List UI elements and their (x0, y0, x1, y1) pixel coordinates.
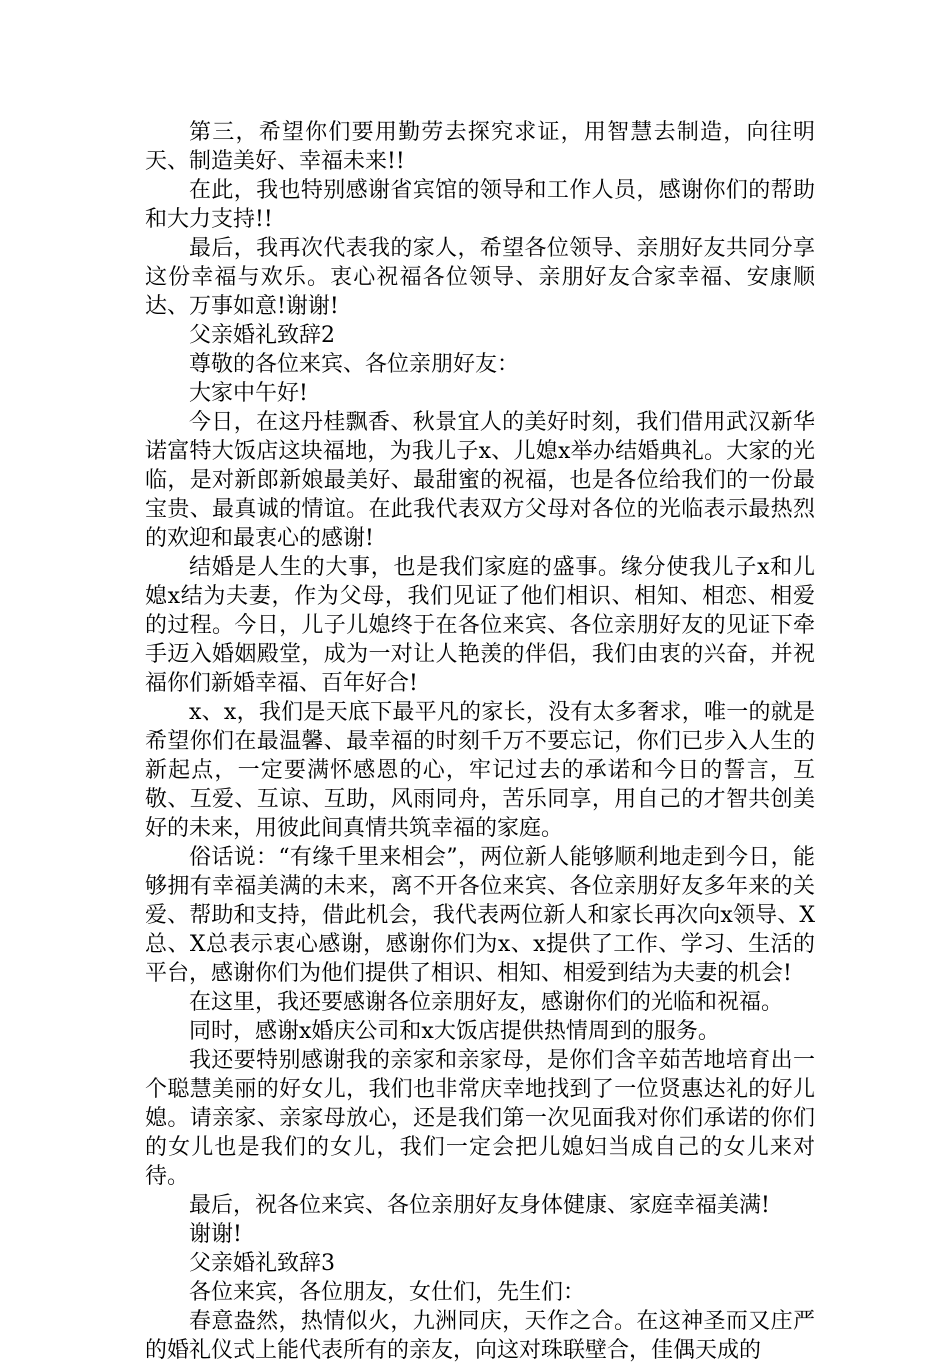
greeting: 大家中午好! (189, 381, 308, 406)
paragraph-2: 在此，我也特别感谢省宾馆的领导和工作人员，感谢你们的帮助和大力支持!! (145, 178, 815, 232)
paragraph-7: 今日，在这丹桂飘香、秋景宜人的美好时刻，我们借用武汉新华诺富特大饭店这块福地，为我儿子x、儿媳x举办结婚典礼。大家的光临，是对新郎新娘最美好、最甜蜜的祝福，也是各位给我们的一份最宝贵、最真诚的情谊。在此我代表双方父母对各位的光临表示最热烈的欢迎和最衷心的感谢! (145, 410, 815, 551)
salutation: 尊敬的各位来宾、各位亲朋好友： (189, 352, 520, 377)
paragraph-8: 结婚是人生的大事，也是我们家庭的盛事。缘分使我儿子x和儿媳x结为夫妻，作为父母，我们见证了他们相识、相知、相恋、相爱的过程。今日，儿子儿媳终于在各位来宾、各位亲朋好友的见证下牵手迈入婚姻殿堂，成为一对让人艳羡的伴侣，我们由衷的兴奋，并祝福你们新婚幸福、百年好合! (145, 555, 815, 696)
thanks-line: 谢谢! (189, 1222, 242, 1247)
paragraph-3: 最后，我再次代表我的家人，希望各位领导、亲朋好友共同分享这份幸福与欢乐。衷心祝福各位领导、亲朋好友合家幸福、安康顺达、万事如意!谢谢! (145, 236, 815, 319)
paragraph-11: 在这里，我还要感谢各位亲朋好友，感谢你们的光临和祝福。 (189, 990, 784, 1015)
paragraph-10: 俗话说：“有缘千里来相会”，两位新人能够顺利地走到今日，能够拥有幸福美满的未来，离不开各位来宾、各位亲朋好友多年来的关爱、帮助和支持，借此机会，我代表两位新人和家长再次向x领导、X总、X总表示衷心感谢，感谢你们为x、x提供了工作、学习、生活的平台，感谢你们为他们提供了相识、相知、相爱到结为夫妻的机会! (145, 845, 815, 986)
paragraph-1: 第三，希望你们要用勤劳去探究求证，用智慧去制造，向往明天、制造美好、幸福未来!! (145, 120, 815, 174)
salutation-2: 各位来宾，各位朋友，女仕们，先生们： (189, 1280, 586, 1305)
paragraph-13: 我还要特别感谢我的亲家和亲家母，是你们含辛茹苦地培育出一个聪慧美丽的好女儿，我们也非常庆幸地找到了一位贤惠达礼的好儿媳。请亲家、亲家母放心，还是我们第一次见面我对你们承诺的你们的女儿也是我们的女儿，我们一定会把儿媳妇当成自己的女儿来对待。 (145, 1048, 815, 1189)
paragraph-9: x、x，我们是天底下最平凡的家长，没有太多奢求，唯一的就是希望你们在最温馨、最幸福的时刻千万不要忘记，你们已步入人生的新起点，一定要满怀感恩的心，牢记过去的承诺和今日的誓言，互敬、互爱、互谅、互助，风雨同舟，苦乐同享，用自己的才智共创美好的未来，用彼此间真情共筑幸福的家庭。 (145, 700, 815, 841)
document-body (145, 118, 815, 1365)
paragraph-12: 同时，感谢x婚庆公司和x大饭店提供热情周到的服务。 (189, 1019, 720, 1044)
section-heading-3: 父亲婚礼致辞3 (189, 1251, 335, 1276)
paragraph-14: 最后，祝各位来宾、各位亲朋好友身体健康、家庭幸福美满! (189, 1193, 770, 1218)
section-heading-2: 父亲婚礼致辞2 (189, 323, 335, 348)
paragraph-18: 春意盎然，热情似火，九洲同庆，天作之合。在这神圣而又庄严的婚礼仪式上能代表所有的亲友，向这对珠联壁合，佳偶天成的 (145, 1309, 815, 1363)
